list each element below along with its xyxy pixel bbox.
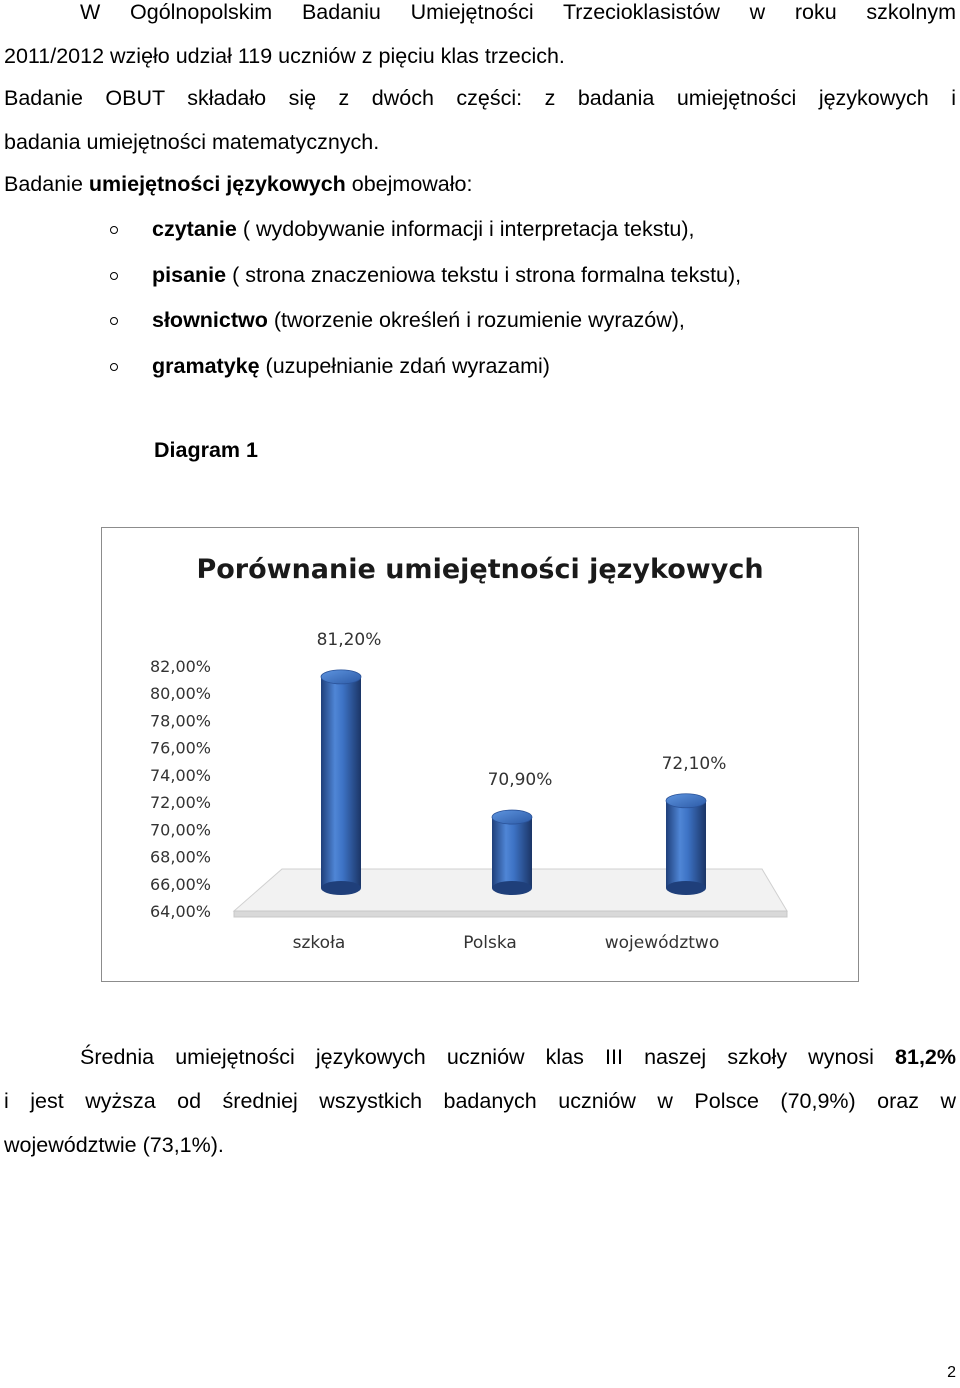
paragraph-intro <box>4 0 956 34</box>
data-label: 70,90% <box>487 770 553 791</box>
y-tick-label: 76,00% <box>150 738 212 758</box>
intro-text: obejmowało: <box>345 172 473 196</box>
skill-term: słownictwo <box>152 308 268 332</box>
summary-bold-value: 81,2% <box>895 1045 956 1069</box>
chart-title: Porównanie umiejętności językowych <box>196 554 764 585</box>
y-tick-label: 78,00% <box>150 711 212 731</box>
y-tick-label: 82,00% <box>150 657 212 676</box>
y-tick-label: 64,00% <box>150 902 212 921</box>
bar-base <box>666 881 706 895</box>
intro-text: Badanie <box>4 172 89 196</box>
y-axis-ticks <box>150 657 211 921</box>
data-label: 81,20% <box>316 629 382 650</box>
paragraph-line: badania umiejętności matematycznych. <box>4 130 380 154</box>
bar-cap <box>492 810 532 824</box>
floor-edge <box>234 911 787 917</box>
list-item <box>0 207 940 253</box>
bar-1 <box>492 810 532 895</box>
bar-2 <box>666 794 706 895</box>
bar-body <box>492 817 532 888</box>
paragraph-line: W Ogólnopolskim Badaniu Umiejętności Trzecioklasistów w roku szkolnym <box>80 0 956 24</box>
skill-description: (tworzenie określeń i rozumienie wyrazów), <box>267 308 685 332</box>
diagram-label: Diagram 1 <box>154 438 258 462</box>
skill-description: (uzupełnianie zdań wyrazami) <box>259 353 550 378</box>
bar-body <box>666 801 706 888</box>
y-tick-label: 68,00% <box>150 847 212 867</box>
x-tick-label: szkoła <box>292 933 346 953</box>
bar-cap <box>666 794 706 808</box>
bar-body <box>321 677 361 888</box>
skills-intro <box>4 162 472 206</box>
bar-0 <box>321 670 361 895</box>
bar-chart <box>102 528 858 981</box>
paragraph-line: 2011/2012 wzięło udział 119 uczniów z pięciu klas trzecich. <box>4 44 565 68</box>
bullet-icon <box>110 317 118 325</box>
bullet-icon <box>110 363 118 371</box>
bar-cap <box>321 670 361 684</box>
skills-list <box>0 207 940 389</box>
skill-description: ( strona znaczeniowa tekstu i strona formalna tekstu), <box>226 262 742 287</box>
skill-term: czytanie <box>152 217 237 241</box>
skill-term: pisanie <box>152 262 227 287</box>
bar-series <box>317 630 727 895</box>
bar-base <box>492 881 532 895</box>
x-tick-label: województwo <box>604 933 720 953</box>
summary-line: i jest wyższa od średniej wszystkich badanych uczniów w Polsce (70,9%) oraz w <box>4 1089 956 1113</box>
x-axis-labels <box>293 933 720 953</box>
y-tick-label: 80,00% <box>150 684 212 704</box>
bullet-icon <box>110 226 118 234</box>
list-item <box>0 298 940 344</box>
bar-base <box>321 881 361 895</box>
y-tick-label: 72,00% <box>150 793 212 813</box>
bullet-icon <box>110 272 118 280</box>
y-tick-label: 74,00% <box>150 765 212 785</box>
intro-bold-text: umiejętności językowych <box>88 172 346 196</box>
chart-frame <box>101 527 859 982</box>
y-tick-label: 70,00% <box>150 820 212 840</box>
summary-paragraph <box>4 1035 956 1167</box>
data-label: 72,10% <box>661 753 727 774</box>
summary-text: Średnia umiejętności językowych uczniów klas III naszej szkoły wynosi <box>80 1045 896 1069</box>
paragraph-line: Badanie OBUT składało się z dwóch części: z badania umiejętności językowych i <box>4 86 956 110</box>
list-item <box>0 253 940 299</box>
x-tick-label: Polska <box>463 933 517 953</box>
summary-line <box>4 1035 956 1079</box>
skill-term: gramatykę <box>152 353 260 378</box>
summary-line: województwie (73,1%). <box>4 1133 224 1157</box>
y-tick-label: 66,00% <box>150 874 212 894</box>
list-item <box>0 344 940 390</box>
page-number: 2 <box>947 1364 956 1381</box>
skill-description: ( wydobywanie informacji i interpretacja tekstu), <box>236 217 695 241</box>
